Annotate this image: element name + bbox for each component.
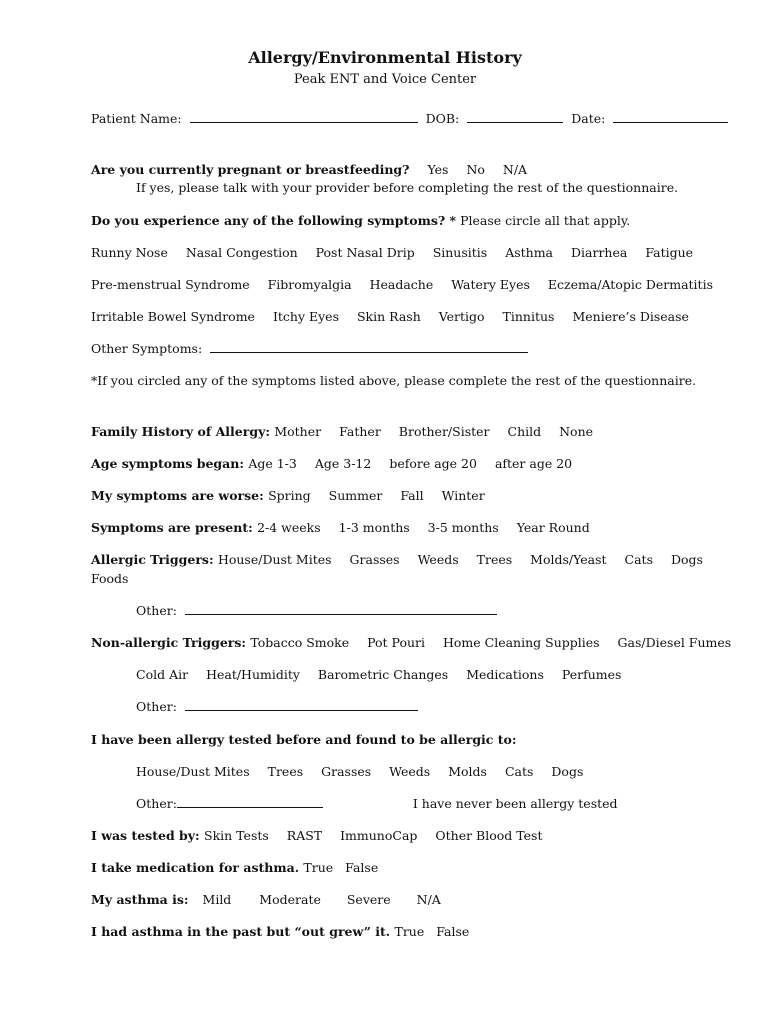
trigger-option[interactable]: Weeds (417, 552, 459, 567)
symptoms-footnote: *If you circled any of the symptoms listed above, please complete the rest of the questionnaire. (91, 373, 697, 388)
symptom-option[interactable]: Meniere’s Disease (572, 309, 689, 324)
allergic-other-label: Other: (136, 603, 177, 618)
trigger-option[interactable]: Cold Air (136, 667, 189, 682)
family-history-line (91, 424, 593, 439)
trigger-option[interactable]: Barometric Changes (317, 667, 449, 682)
nonallergic-other-label: Other: (136, 699, 177, 714)
trigger-option[interactable]: Grasses (349, 552, 400, 567)
age-option[interactable]: Age 3-12 (314, 456, 372, 471)
trigger-option[interactable]: Pot Pouri (367, 635, 426, 650)
asthma-severity-line (91, 892, 441, 907)
family-option[interactable]: Brother/Sister (398, 424, 490, 439)
dob-field[interactable] (467, 111, 563, 123)
severity-option[interactable]: Moderate (259, 892, 321, 907)
trigger-option[interactable]: House/Dust Mites (217, 552, 332, 567)
asthma-past-line (91, 924, 469, 939)
symptom-option[interactable]: Irritable Bowel Syndrome (91, 309, 255, 324)
true-option[interactable]: True (394, 924, 425, 939)
other-symptoms-label: Other Symptoms: (91, 341, 203, 356)
season-option[interactable]: Spring (268, 488, 311, 503)
pregnancy-no[interactable]: No (466, 162, 485, 177)
symptom-option[interactable]: Eczema/Atopic Dermatitis (547, 277, 713, 292)
allergen-option[interactable]: Weeds (389, 764, 431, 779)
age-began-line (91, 456, 572, 471)
trigger-option[interactable]: Medications (466, 667, 544, 682)
test-type-option[interactable]: Skin Tests (204, 828, 269, 843)
tested-allergic-heading (91, 732, 517, 747)
duration-option[interactable]: 1-3 months (338, 520, 410, 535)
season-label: My symptoms are worse: (91, 488, 269, 503)
test-type-label: I was tested by: (91, 828, 205, 843)
allergen-option[interactable]: House/Dust Mites (136, 764, 250, 779)
symptom-option[interactable]: Tinnitus (502, 309, 555, 324)
test-type-option[interactable]: RAST (286, 828, 323, 843)
age-option[interactable]: Age 1-3 (248, 456, 297, 471)
false-option[interactable]: False (436, 924, 470, 939)
date-field[interactable] (613, 111, 728, 123)
family-option[interactable]: Mother (274, 424, 322, 439)
nonallergic-triggers-line-2 (136, 667, 621, 682)
tested-heading-text: I have been allergy tested before and found to be allergic to: (91, 732, 517, 747)
false-option[interactable]: False (345, 860, 379, 875)
symptoms-question (91, 213, 630, 228)
allergen-option[interactable]: Grasses (321, 764, 372, 779)
allergic-triggers-label: Allergic Triggers: (91, 552, 218, 567)
family-history-label: Family History of Allergy: (91, 424, 275, 439)
season-option[interactable]: Winter (441, 488, 485, 503)
pregnancy-note: If yes, please talk with your provider before completing the rest of the questionnaire. (136, 180, 679, 195)
symptoms-instruction: Please circle all that apply. (460, 213, 631, 228)
allergen-option[interactable]: Dogs (551, 764, 584, 779)
allergic-other-field[interactable] (185, 603, 497, 615)
dob-label: DOB: (425, 111, 460, 126)
patient-name-label: Patient Name: (91, 111, 182, 126)
nonallergic-other-line (136, 699, 422, 714)
age-began-label: Age symptoms began: (91, 456, 249, 471)
asthma-medication-label: I take medication for asthma. (91, 860, 304, 875)
symptom-option[interactable]: Asthma (505, 245, 554, 260)
symptoms-row-2 (91, 277, 713, 292)
allergic-other-line (136, 603, 501, 618)
symptoms-row-3 (91, 309, 689, 324)
family-option[interactable]: Child (507, 424, 542, 439)
trigger-option[interactable]: Molds/Yeast (530, 552, 607, 567)
asthma-past-label: I had asthma in the past but “out grew” it. (91, 924, 395, 939)
test-type-line (91, 828, 542, 843)
trigger-option[interactable]: Cats (624, 552, 653, 567)
symptom-option[interactable]: Skin Rash (356, 309, 421, 324)
duration-option[interactable]: Year Round (516, 520, 590, 535)
other-symptoms-field[interactable] (210, 341, 528, 353)
allergen-option[interactable]: Molds (448, 764, 487, 779)
nonallergic-other-field[interactable] (185, 699, 418, 711)
age-option[interactable]: after age 20 (494, 456, 573, 471)
symptom-option[interactable]: Headache (369, 277, 434, 292)
season-option[interactable]: Fall (400, 488, 424, 503)
test-type-option[interactable]: Other Blood Test (435, 828, 543, 843)
symptom-option[interactable]: Nasal Congestion (185, 245, 298, 260)
other-symptoms-line (91, 341, 532, 356)
symptom-option[interactable]: Fatigue (645, 245, 694, 260)
symptoms-label: Do you experience any of the following symptoms? * (91, 213, 457, 228)
clinic-name: Peak ENT and Voice Center (293, 72, 477, 87)
patient-name-field[interactable] (190, 111, 418, 123)
duration-option[interactable]: 2-4 weeks (257, 520, 321, 535)
trigger-option[interactable]: Gas/Diesel Fumes (617, 635, 732, 650)
trigger-option[interactable]: Perfumes (561, 667, 622, 682)
form-title: Allergy/Environmental History (248, 48, 522, 67)
tested-allergens-line (136, 764, 583, 779)
severity-option[interactable]: Severe (346, 892, 391, 907)
symptoms-row-1 (91, 245, 693, 260)
symptom-option[interactable]: Watery Eyes (451, 277, 530, 292)
asthma-severity-label: My asthma is: (91, 892, 189, 907)
pregnancy-label: Are you currently pregnant or breastfeeding? (91, 162, 410, 177)
family-option[interactable]: Father (339, 424, 381, 439)
pregnancy-na[interactable]: N/A (502, 162, 528, 177)
severity-option[interactable]: Mild (202, 892, 232, 907)
test-type-option[interactable]: ImmunoCap (340, 828, 418, 843)
never-tested-option[interactable]: I have never been allergy tested (412, 796, 618, 811)
date-label: Date: (571, 111, 606, 126)
symptom-option[interactable]: Vertigo (438, 309, 485, 324)
trigger-option[interactable]: Heat/Humidity (206, 667, 300, 682)
patient-info-line (91, 111, 732, 126)
tested-other-line (136, 796, 618, 811)
allergen-option[interactable]: Cats (504, 764, 534, 779)
symptom-option[interactable]: Post Nasal Drip (315, 245, 415, 260)
duration-label: Symptoms are present: (91, 520, 258, 535)
duration-option[interactable]: 3-5 months (427, 520, 499, 535)
season-line (91, 488, 485, 503)
nonallergic-triggers-label: Non-allergic Triggers: (91, 635, 251, 650)
tested-other-label: Other: (136, 796, 177, 811)
symptom-option[interactable]: Fibromyalgia (267, 277, 352, 292)
nonallergic-triggers-line (91, 635, 731, 650)
asthma-medication-line (91, 860, 378, 875)
symptom-option[interactable]: Sinusitis (432, 245, 488, 260)
allergen-option[interactable]: Trees (267, 764, 304, 779)
trigger-option[interactable]: Foods (91, 571, 129, 586)
trigger-option[interactable]: Dogs (670, 552, 703, 567)
age-option[interactable]: before age 20 (389, 456, 477, 471)
duration-line (91, 520, 590, 535)
trigger-option[interactable]: Trees (476, 552, 513, 567)
allergic-triggers-line (91, 552, 703, 567)
symptom-option[interactable]: Diarrhea (571, 245, 628, 260)
season-option[interactable]: Summer (328, 488, 383, 503)
symptom-option[interactable]: Pre-menstrual Syndrome (91, 277, 250, 292)
trigger-option[interactable]: Tobacco Smoke (250, 635, 350, 650)
symptom-option[interactable]: Itchy Eyes (272, 309, 339, 324)
severity-option[interactable]: N/A (416, 892, 441, 907)
symptom-option[interactable]: Runny Nose (91, 245, 168, 260)
trigger-option[interactable]: Home Cleaning Supplies (443, 635, 600, 650)
tested-other-field[interactable] (177, 796, 323, 808)
pregnancy-question (91, 162, 527, 177)
pregnancy-yes[interactable]: Yes (427, 162, 449, 177)
true-option[interactable]: True (303, 860, 334, 875)
family-option[interactable]: None (559, 424, 594, 439)
